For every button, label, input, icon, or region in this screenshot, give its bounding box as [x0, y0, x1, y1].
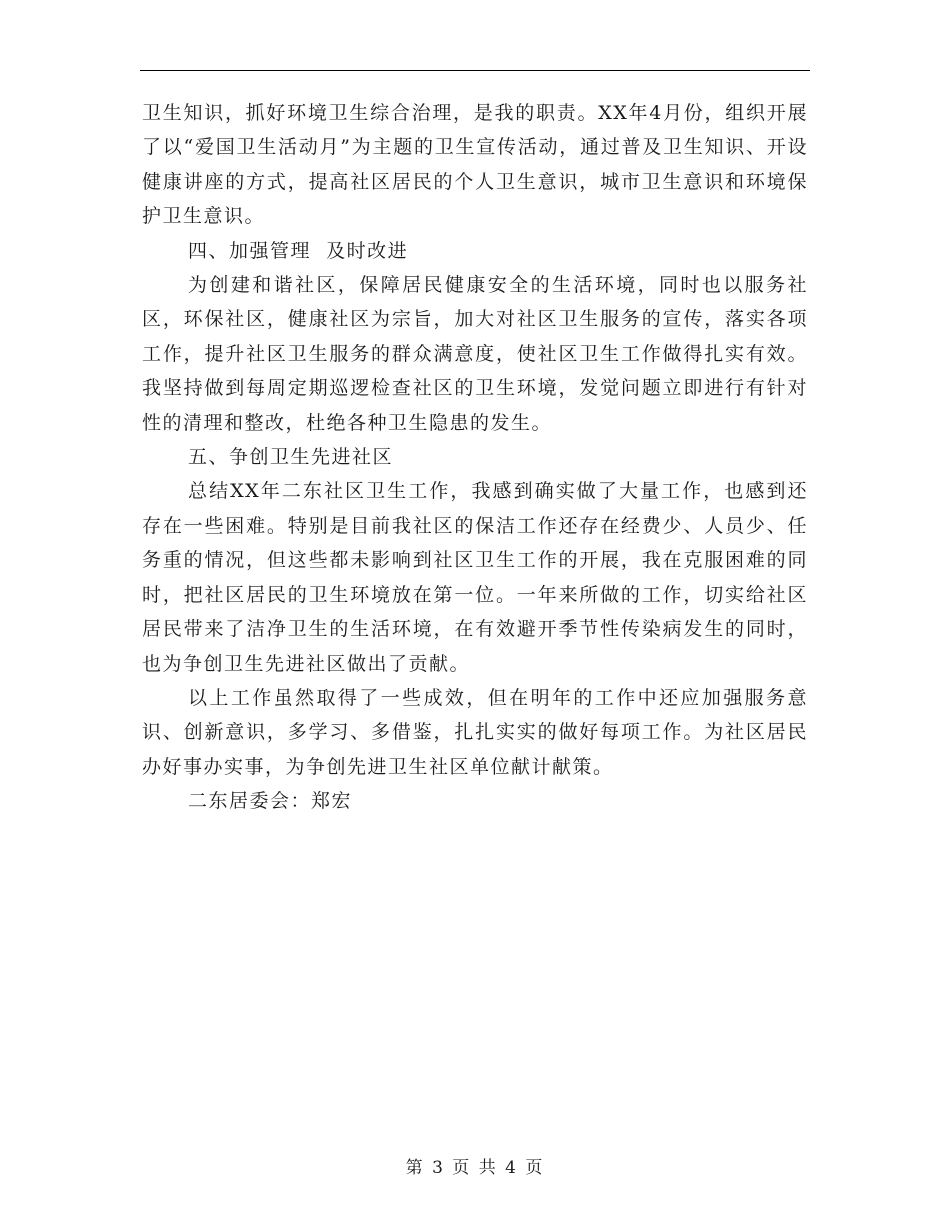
signature: 二东居委会：郑宏: [188, 790, 353, 813]
header-rule: [140, 70, 810, 71]
paragraph-summary: 总结XX年二东社区卫生工作，我感到确实做了大量工作，也感到还存在一些困难。特别是目前我社区的保洁工作还存在经费少、人员少、任务重的情况，但这些都未影响到社区卫生工作的开展，我在克服困难的同时，把社区居民的卫生环境放在第一位。一年来所做的工作，切实给社区居民带来了洁净卫生的生活环境，在有效避开季节性传染病发生的同时，也为争创卫生先进社区做出了贡献。: [142, 480, 808, 675]
paragraph-continued: 卫生知识，抓好环境卫生综合治理，是我的职责。XX年4月份，组织开展了以“爱国卫生活动月”为主题的卫生宣传活动，通过普及卫生知识、开设健康讲座的方式，提高社区居民的个人卫生意识，城市卫生意识和环境保护卫生意识。: [142, 102, 808, 228]
paragraph-management: 为创建和谐社区，保障居民健康安全的生活环境，同时也以服务社区，环保社区，健康社区为宗旨，加大对社区卫生服务的宣传，落实各项工作，提升社区卫生服务的群众满意度，使社区卫生工作做得扎实有效。我坚持做到每周定期巡逻检查社区的卫生环境，发觉问题立即进行有针对性的清理和整改，杜绝各种卫生隐患的发生。: [142, 274, 808, 434]
page-number-footer: 第 3 页 共 4 页: [405, 1158, 545, 1178]
paragraph-conclusion: 以上工作虽然取得了一些成效，但在明年的工作中还应加强服务意识、创新意识，多学习、多借鉴，扎扎实实的做好每项工作。为社区居民办好事办实事，为争创先进卫生社区单位献计献策。: [142, 686, 808, 778]
document-body: [142, 96, 808, 819]
section-heading-five: 五、争创卫生先进社区: [188, 446, 394, 469]
section-heading-four: 四、加强管理 及时改进: [188, 239, 409, 262]
